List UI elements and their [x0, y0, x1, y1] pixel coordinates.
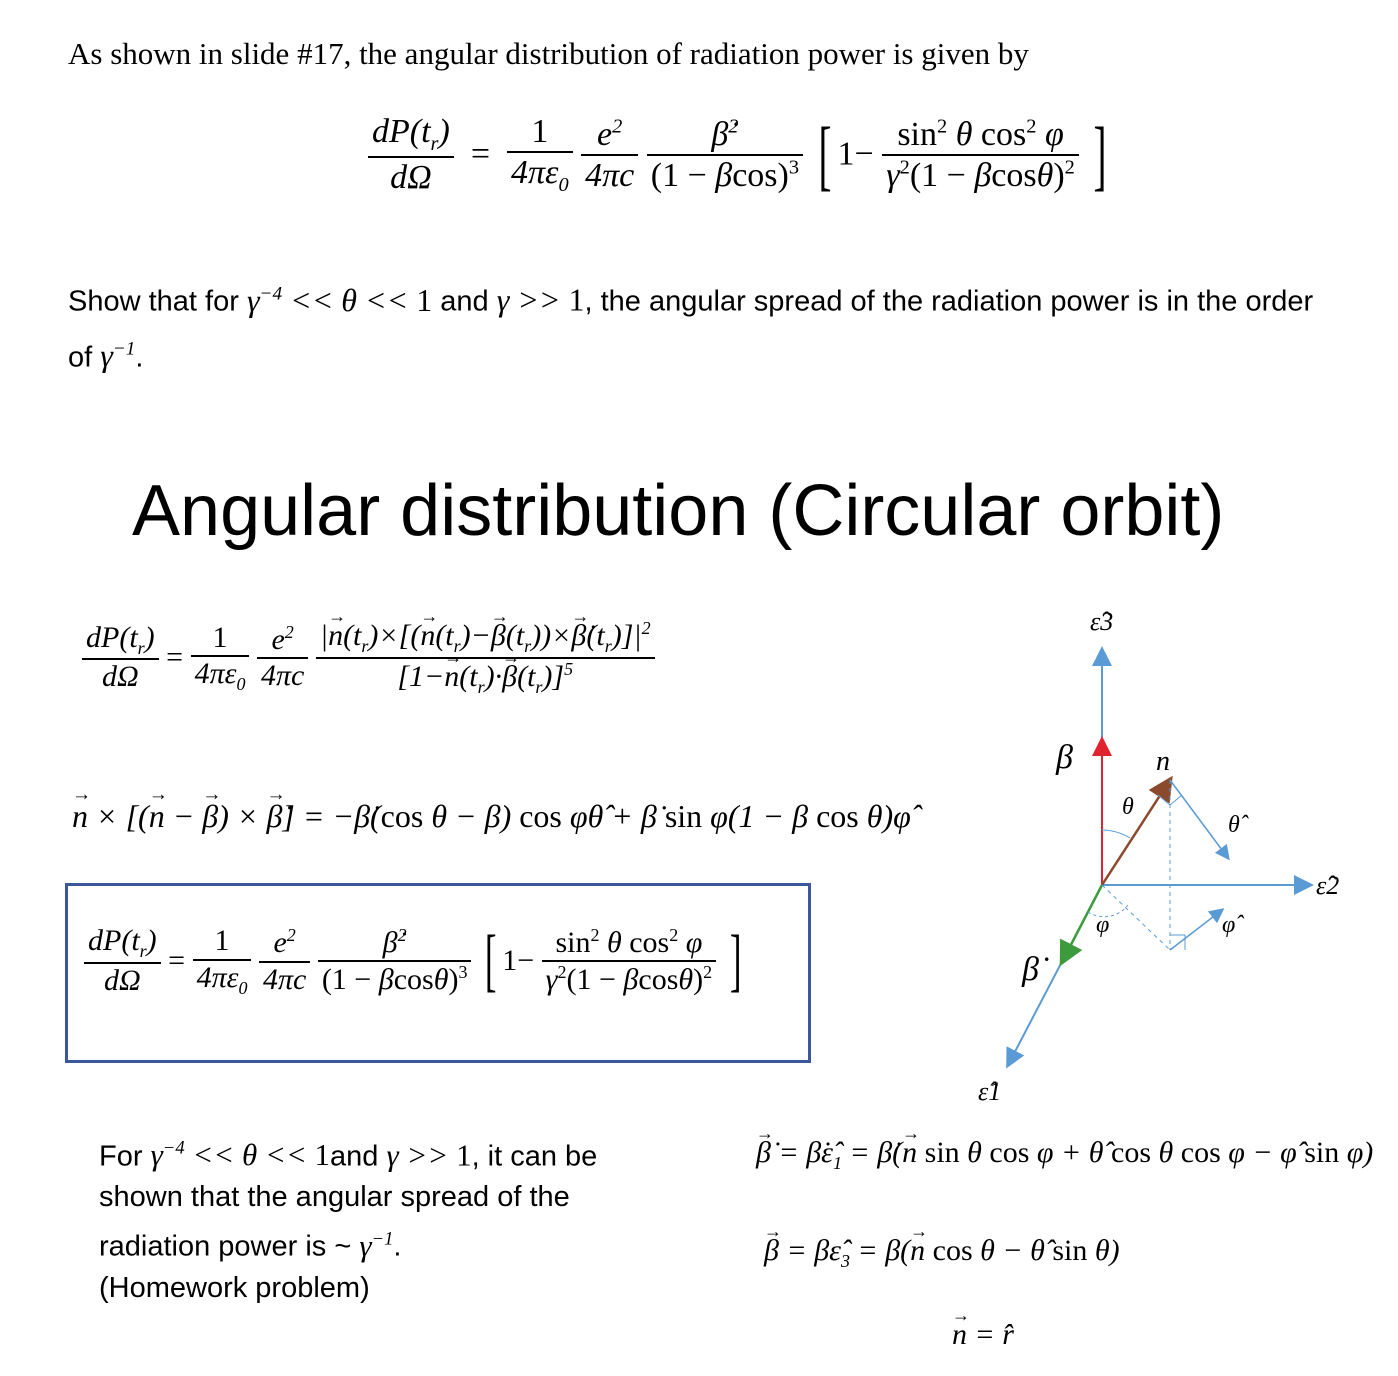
problem-text-b: , the angular spread of the radiation power is in the order — [584, 285, 1314, 318]
label-phi: φ — [1096, 912, 1110, 938]
label-phi-hat: φ̂ — [1222, 912, 1236, 938]
slide-title: Angular distribution (Circular orbit) — [132, 471, 1225, 551]
boxed-formula — [65, 883, 811, 1063]
problem-cond1: $\gamma^{-4} << \theta << 1$ — [246, 281, 433, 318]
label-beta: β — [1056, 739, 1073, 776]
phi-hat-vector — [1170, 910, 1222, 950]
lhs-fraction: $\frac{dP(t_r)}{d\Omega}$ — [368, 112, 454, 197]
note-text-a: For — [99, 1140, 143, 1173]
theta-arc — [1102, 830, 1130, 838]
relation-n: → n = r̂ — [952, 1318, 1014, 1352]
label-e3: ε̂3 — [1090, 607, 1114, 636]
relation-beta: → $\beta = \beta\varepsilon̂_3 = \beta(\to n$ cos θ − θ̂ sin θ) — [764, 1234, 1120, 1272]
problem-cond2: γ >> 1 — [496, 281, 585, 318]
theta-hat-vector — [1170, 780, 1228, 858]
homework-note — [99, 1128, 659, 1309]
note-text-b: , it can be shown that the angular spread of the radiation power is ~ — [99, 1140, 598, 1263]
label-n: n — [1156, 746, 1170, 777]
formula-cross-product: → n × [(→ n − → β) × → β̇] = −β̇(cos θ − β) cos φθ̂ + β̇ sin φ(1 − β cos θ)φ̂ — [72, 798, 911, 835]
relation-betadot: → β̇ = $\betȧ\varepsilon̂_1$ = β̇(→ n sin θ cos φ + θ̂ cos θ cos φ − φ̂ sin φ) — [756, 1136, 1373, 1174]
note-expr: $\gamma^{-1}$ — [359, 1227, 394, 1263]
n-vector — [1102, 780, 1170, 885]
note-text-and: and — [330, 1140, 379, 1173]
problem-text-of: of — [68, 341, 93, 374]
problem-expr: $\gamma^{-1}$ — [100, 337, 136, 374]
problem-text-and: and — [440, 285, 489, 318]
coordinate-diagram — [960, 590, 1380, 1130]
boxed-formula-content: $\frac{dP(t_r)}{d\Omega}$ = $\frac{1}{4\pi\varepsilon_0}$ $\frac{e^2}{4\pi c}$ $\frac{\betȧ^2}{(1 - \beta\cos\theta)^3}$ [ 1− $\frac{\sin^2 \theta \cos^2 \varphi}{\gamma^2(1 - \beta\cos\theta)^2}$ ] — [84, 924, 747, 998]
label-betadot: β̇ — [1022, 951, 1039, 988]
label-e1: ε̂1 — [978, 1077, 1002, 1106]
label-theta-hat: θ̂ — [1228, 812, 1240, 838]
formula-general: $\frac{dP(t_r)}{d\Omega}$ = $\frac{1}{4\pi\varepsilon_0}$ $\frac{e^2}{4\pi c}$ $\frac{|\to n(t_r)\times[(\to n(t_r)-\to \beta(t_r))\times\to \betȧ(t_r)]|^2}{[1-\to n(t_r)\cdot\to \beta(t_r)]^5}$ — [82, 618, 655, 697]
note-cond1: $\gamma^{-4} << \theta << 1$ — [150, 1137, 331, 1173]
label-theta: θ — [1122, 794, 1134, 820]
label-e2: ε̂2 — [1316, 871, 1340, 900]
problem-text-a: Show that for — [68, 285, 239, 318]
problem-statement — [68, 270, 1368, 381]
note-homework: (Homework problem) — [99, 1271, 370, 1304]
note-cond2: γ >> 1 — [386, 1137, 472, 1173]
intro-text: As shown in slide #17, the angular distribution of radiation power is given by — [68, 36, 1029, 71]
projection-dashed-2 — [1102, 885, 1170, 950]
note-period: . — [393, 1230, 402, 1263]
problem-period: . — [135, 341, 144, 374]
formula-angular-distribution: $\frac{dP(t_r)}{d\Omega}$ = $\frac{1}{4\pi\varepsilon_0}$ $\frac{e^2}{4\pi c}$ $\frac{\betȧ^2}{(1 - \beta\cos)^3}$ [ 1− $\frac{\sin^2 \theta \cos^2 \varphi}{\gamma^2(1 - \beta\cos\theta)^2}$ ] — [368, 112, 1113, 197]
